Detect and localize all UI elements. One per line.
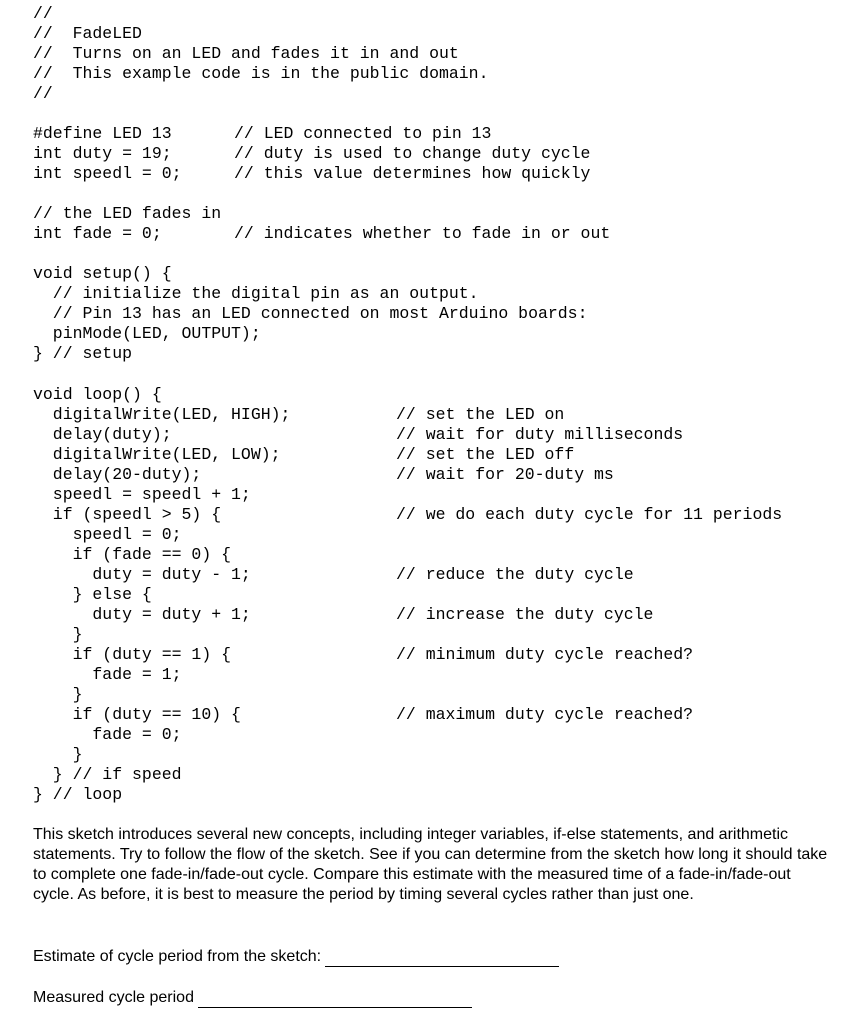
define-code-line: #define LED 13 [33,124,172,143]
loop-comment: // set the LED on [396,405,565,424]
measured-answer-blank[interactable] [198,990,472,1008]
loop-comment: // minimum duty cycle reached? [396,645,694,664]
loop-code-line: } // if speed [33,765,182,784]
define-comment: // indicates whether to fade in or out [234,224,611,243]
define-code-line: int fade = 0; [33,224,162,243]
loop-comment: // set the LED off [396,445,575,464]
loop-code-line: digitalWrite(LED, LOW); [33,445,281,464]
loop-code-line: if (speedl > 5) { [33,505,222,524]
loop-code-line: fade = 0; [33,725,182,744]
loop-code-line: } [33,745,83,764]
loop-comment: // maximum duty cycle reached? [396,705,694,724]
define-code-line: // the LED fades in [33,204,222,223]
loop-code-line: } else { [33,585,152,604]
define-comment: // duty is used to change duty cycle [234,144,591,163]
loop-code-line: } [33,685,83,704]
estimate-row [33,947,559,967]
estimate-answer-blank[interactable] [325,949,559,967]
define-code-line: int speedl = 0; [33,164,182,183]
define-comment: // this value determines how quickly [234,164,591,183]
loop-comment: // reduce the duty cycle [396,565,634,584]
setup-code-line: // Pin 13 has an LED connected on most Arduino boards: [33,304,588,323]
loop-code-line: if (duty == 10) { [33,705,241,724]
loop-code-line: } [33,625,83,644]
measured-row [33,988,472,1008]
header-comment-line: // [33,4,53,23]
loop-code-line: } // loop [33,785,123,804]
define-comment: // LED connected to pin 13 [234,124,492,143]
setup-code-line: // initialize the digital pin as an output. [33,284,479,303]
instructions-text: This sketch introduces several new concepts, including integer variables, if-else statements, and arithmetic statements. Try to follow the flow of the sketch. See if you can determine from the sketch how long it should take to complete one fade-in/fade-out cycle. Compare this estimate with the measured time of a fade-in/fade-out cycle. As before, it is best to measure the period by timing several cycles rather than just one. [33,826,828,904]
setup-code-line: pinMode(LED, OUTPUT); [33,324,261,343]
loop-comment: // wait for duty milliseconds [396,425,684,444]
instructions-paragraph [33,825,833,905]
loop-code-line: duty = duty - 1; [33,565,251,584]
loop-code-line: if (duty == 1) { [33,645,232,664]
loop-code-line: delay(20-duty); [33,465,202,484]
loop-code-line: delay(duty); [33,425,172,444]
loop-comment: // increase the duty cycle [396,605,654,624]
loop-comment: // wait for 20-duty ms [396,465,614,484]
loop-code-line: speedl = speedl + 1; [33,485,251,504]
loop-code-line: duty = duty + 1; [33,605,251,624]
loop-code-line: fade = 1; [33,665,182,684]
header-comment-line: // This example code is in the public domain. [33,64,489,83]
loop-code-line: if (fade == 0) { [33,545,232,564]
header-comment-line: // FadeLED [33,24,142,43]
estimate-label: Estimate of cycle period from the sketch: [33,948,322,965]
loop-code-line: speedl = 0; [33,525,182,544]
loop-code-line: void loop() { [33,385,162,404]
header-comment-line: // [33,84,53,103]
loop-comment: // we do each duty cycle for 11 periods [396,505,783,524]
define-code-line: int duty = 19; [33,144,172,163]
setup-code-line: void setup() { [33,264,172,283]
header-comment-line: // Turns on an LED and fades it in and out [33,44,459,63]
loop-code-line: digitalWrite(LED, HIGH); [33,405,291,424]
measured-label: Measured cycle period [33,989,194,1006]
setup-code-line: } // setup [33,344,133,363]
